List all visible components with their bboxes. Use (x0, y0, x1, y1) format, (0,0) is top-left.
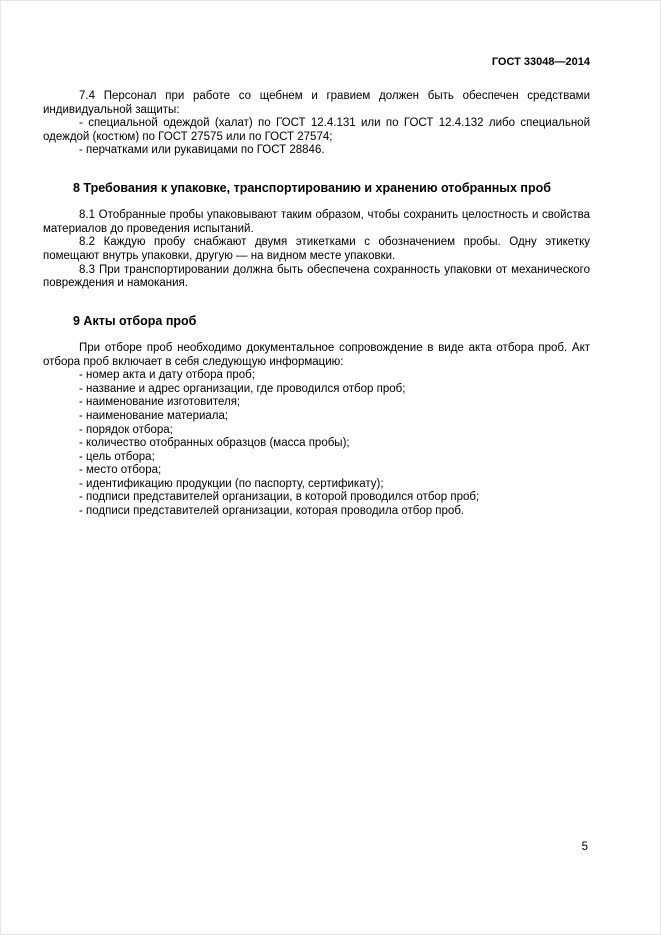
section-9-heading: 9 Акты отбора проб (73, 313, 197, 328)
page-number: 5 (581, 841, 588, 853)
list-item: - перчатками или рукавицами по ГОСТ 28846. (79, 144, 325, 157)
list-item: - номер акта и дату отбора проб; (79, 369, 255, 382)
list-item: - количество отобранных образцов (масса пробы); (79, 437, 350, 450)
list-item: - специальной одеждой (халат) по ГОСТ 12.4.131 или по ГОСТ 12.4.132 либо специальной одеждой (костюм) по ГОСТ 27575 или по ГОСТ 27574; (43, 117, 590, 143)
paragraph-8-1: 8.1 Отобранные пробы упаковывают таким образом, чтобы сохранить целостность и свойства материалов до проведения испытаний. (43, 209, 590, 235)
list-item: - подписи представителей организации, которая проводила отбор проб. (79, 504, 465, 517)
paragraph-8-2: 8.2 Каждую пробу снабжают двумя этикетками с обозначением пробы. Одну этикетку помещают внутрь упаковки, другую — на видном месте упаковки. (43, 236, 590, 262)
list-item: - название и адрес организации, где проводился отбор проб; (79, 382, 406, 395)
list-item: - подписи представителей организации, в которой проводился отбор проб; (79, 491, 480, 504)
section-8-heading: 8 Требования к упаковке, транспортированию и хранению отобранных проб (73, 180, 551, 195)
paragraph-8-3: 8.3 При транспортировании должна быть обеспечена сохранность упаковки от механического повреждения и намокания. (43, 263, 590, 290)
doc-code-header: ГОСТ 33048—2014 (491, 56, 590, 68)
list-item: - место отбора; (79, 464, 162, 477)
list-item: - порядок отбора; (79, 423, 173, 436)
list-item: - идентификацию продукции (по паспорту, сертификату); (79, 477, 384, 490)
list-item: - наименование изготовителя; (79, 396, 241, 409)
paragraph-9-intro: При отборе проб необходимо документальное сопровождение в виде акта отбора проб. Акт отбора проб включает в себя следующую информацию: (43, 342, 590, 368)
paragraph-7-4: 7.4 Персонал при работе со щебнем и гравием должен быть обеспечен средствами индивидуальной защиты: (43, 89, 590, 116)
list-item: - цель отбора; (79, 450, 155, 463)
list-item: - наименование материала; (79, 409, 229, 422)
